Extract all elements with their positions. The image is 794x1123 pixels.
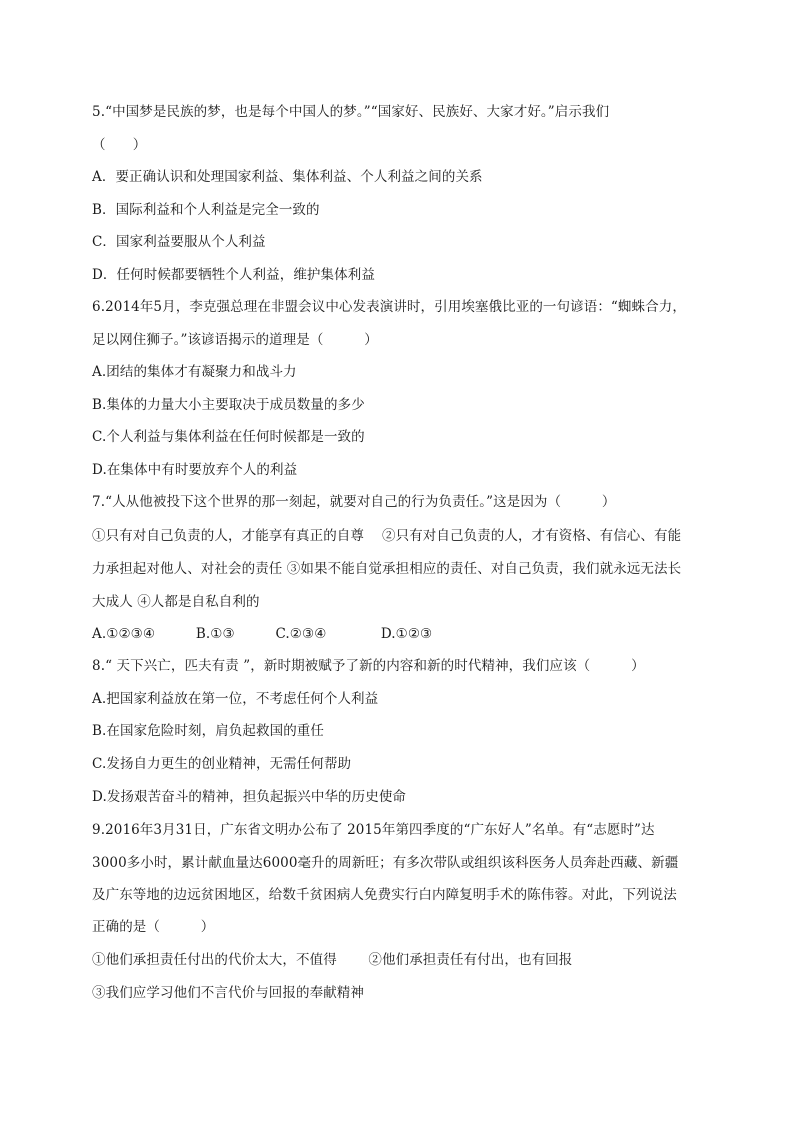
q6-option-d: D.在集体中有时要放弃个人的利益 (92, 462, 298, 478)
q5-option-c: C．国家利益要服从个人利益 (92, 234, 266, 250)
q7-statement-line2: 力承担起对他人、对社会的责任 ③如果不能自觉承担相应的责任、对自己负责，我们就永远无法长 (92, 561, 682, 577)
q8-option-b: B.在国家危险时刻，肩负起救国的重任 (92, 723, 325, 739)
q6-option-c: C.个人利益与集体利益在任何时候都是一致的 (92, 429, 365, 445)
q7-statement-line1: ①只有对自己负责的人，才能享有真正的自尊 ②只有对自己负责的人，才有资格、有信心、有能 (92, 528, 682, 544)
q9-statement-line2: ③我们应学习他们不言代价与回报的奉献精神 (92, 985, 364, 1001)
q7-statement-line3: 大成人 ④人都是自私自利的 (92, 594, 260, 610)
q8-option-d: D.发扬艰苦奋斗的精神，担负起振兴中华的历史使命 (92, 789, 407, 805)
q5-stem-line1: 5.“中国梦是民族的梦，也是每个中国人的梦。”“国家好、民族好、大家才好。”启示我们 (92, 104, 610, 120)
q6-stem-line2: 足以网住狮子。”该谚语揭示的道理是（ ） (92, 332, 378, 348)
q8-option-c: C.发扬自力更生的创业精神，无需任何帮助 (92, 756, 352, 772)
q8-stem: 8.“ 天下兴亡，匹夫有责 ”，新时期被赋予了新的内容和新的时代精神，我们应该（ ） (92, 658, 645, 674)
q6-option-a: A.团结的集体才有凝聚力和战斗力 (92, 364, 297, 380)
q9-statement-line1: ①他们承担责任付出的代价太大，不值得 ②他们承担责任有付出，也有回报 (92, 952, 573, 968)
q5-option-d: D．任何时候都要牺牲个人利益，维护集体利益 (92, 267, 375, 283)
q6-option-b: B.集体的力量大小主要取决于成员数量的多少 (92, 397, 365, 413)
q6-stem-line1: 6.2014年5月，李克强总理在非盟会议中心发表演讲时，引用埃塞俄比亚的一句谚语：“蜘蛛合力， (92, 299, 686, 315)
q8-option-a: A.把国家利益放在第一位，不考虑任何个人利益 (92, 691, 379, 707)
q5-option-b: B．国际利益和个人利益是完全一致的 (92, 202, 320, 218)
q9-stem-line4: 正确的是（ ） (92, 919, 215, 935)
q7-options: A.①②③④ B.①③ C.②③④ D.①②③ (92, 626, 433, 642)
q9-stem-line3: 及广东等地的边远贫困地区，给数千贫困病人免费实行白内障复明手术的陈伟蓉。对此，下列说法 (92, 887, 677, 903)
q9-stem-line1: 9.2016年3月31日，广东省文明办公布了 2015年第四季度的“广东好人”名单。有“志愿时”达 (92, 822, 655, 838)
q5-option-a: A．要正确认识和处理国家利益、集体利益、个人利益之间的关系 (92, 169, 483, 185)
q5-stem-line2: （ ） (92, 137, 147, 153)
q7-stem: 7.“人从他被投下这个世界的那一刻起，就要对自己的行为负责任。”这是因为（ ） (92, 494, 616, 510)
q9-stem-line2: 3000多小时，累计献血量达6000毫升的周新旺；有多次带队或组织该科医务人员奔赴西藏、新疆 (92, 855, 679, 871)
